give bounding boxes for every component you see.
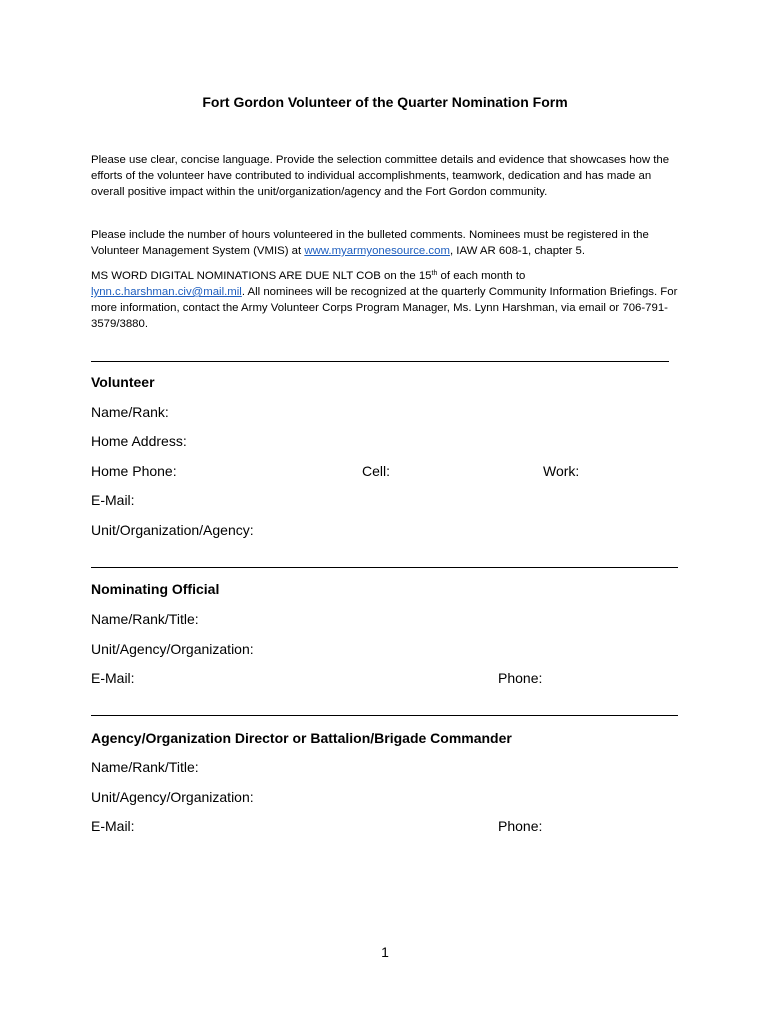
director-heading: Agency/Organization Director or Battalion/Brigade Commander — [91, 730, 512, 746]
myarmyonesource-link[interactable]: www.myarmyonesource.com — [304, 245, 450, 257]
section-divider — [91, 361, 669, 362]
nominating-official-heading: Nominating Official — [91, 581, 220, 597]
director-unit-label: Unit/Agency/Organization: — [91, 789, 254, 805]
volunteer-email-label: E-Mail: — [91, 492, 135, 508]
regulation-text: , IAW AR 608-1, chapter 5. — [449, 245, 586, 257]
director-name-rank-title-label: Name/Rank/Title: — [91, 759, 199, 775]
registration-text: Please include the number of hours volunteered in the bulleted comments. Nominees must be registered in the Volunteer Management System (VMIS) at — [91, 229, 649, 257]
nominating-phone-label: Phone: — [498, 670, 543, 686]
page-number: 1 — [381, 944, 389, 960]
volunteer-home-phone-label: Home Phone: — [91, 463, 177, 479]
nominating-unit-label: Unit/Agency/Organization: — [91, 641, 254, 657]
due-date-text-cont: of each month to — [437, 270, 526, 282]
instructions-paragraph-3 — [91, 268, 681, 332]
due-date-text: MS WORD DIGITAL NOMINATIONS ARE DUE NLT COB on the 15 — [91, 270, 432, 282]
volunteer-home-address-label: Home Address: — [91, 433, 187, 449]
section-divider — [91, 715, 678, 716]
volunteer-cell-label: Cell: — [362, 463, 391, 479]
director-phone-label: Phone: — [498, 818, 543, 834]
director-email-label: E-Mail: — [91, 818, 135, 834]
instructions-paragraph-2 — [91, 227, 681, 259]
form-title: Fort Gordon Volunteer of the Quarter Nomination Form — [202, 94, 568, 110]
section-divider — [91, 567, 678, 568]
volunteer-unit-label: Unit/Organization/Agency: — [91, 522, 254, 538]
nominating-name-rank-title-label: Name/Rank/Title: — [91, 611, 199, 627]
contact-info-text: . All nominees will be recognized at the quarterly Community Information Briefings. For more information, contact the Army Volunteer Corps Program Manager, Ms. Lynn Harshman, via email or 706-791-3579/3880. — [91, 286, 678, 330]
contact-email-link[interactable]: lynn.c.harshman.civ@mail.mil — [91, 286, 242, 298]
ordinal-suffix: th — [431, 270, 438, 277]
instructions-paragraph-1: Please use clear, concise language. Provide the selection committee details and evidence that showcases how the efforts of the volunteer have contributed to individual accomplishments, teamwork, dedication and has made an overall positive impact within the unit/organization/agency and the Fort Gordon community. — [91, 154, 670, 198]
volunteer-name-rank-label: Name/Rank: — [91, 404, 169, 420]
volunteer-heading: Volunteer — [91, 374, 155, 390]
nominating-email-label: E-Mail: — [91, 670, 135, 686]
volunteer-work-label: Work: — [543, 463, 580, 479]
